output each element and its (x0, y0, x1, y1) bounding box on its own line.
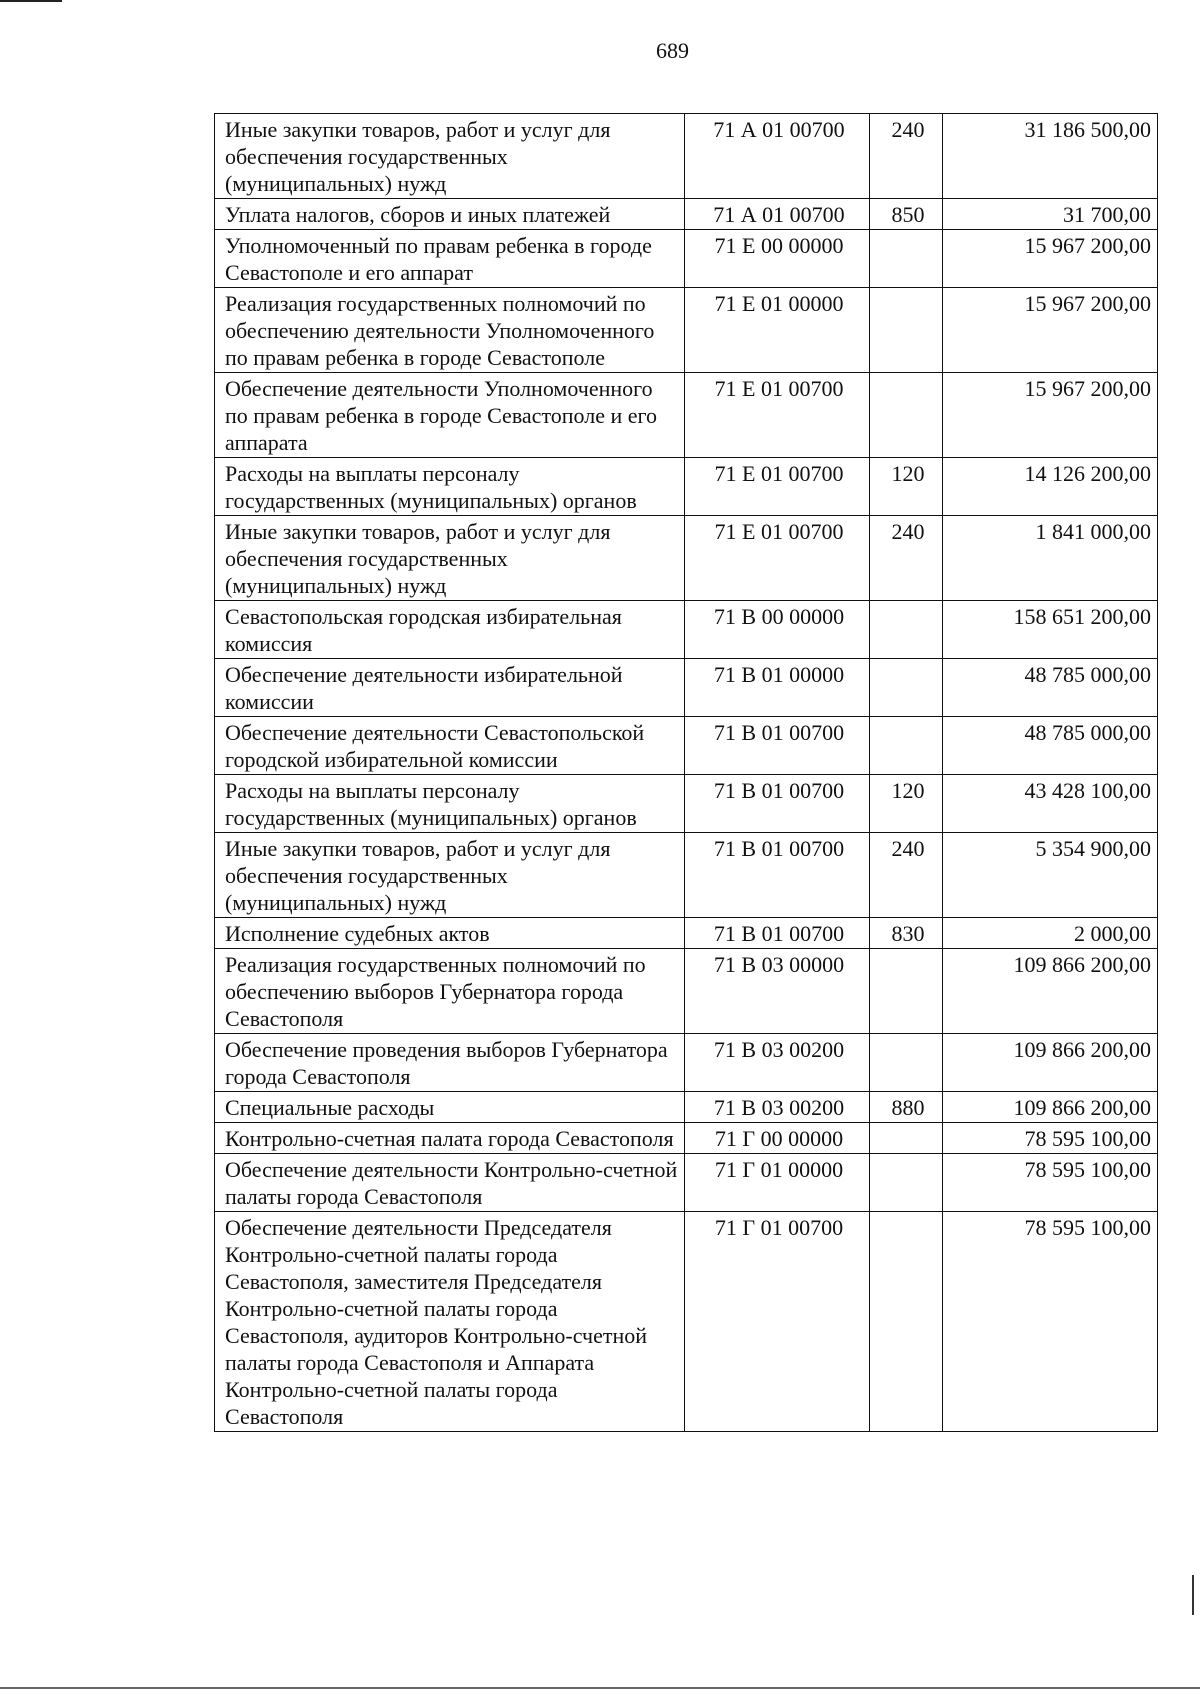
expense-name-cell: Иные закупки товаров, работ и услуг для обеспечения государственных (муниципальных) нужд (215, 833, 685, 918)
expense-type-cell: 120 (870, 775, 943, 833)
expense-type-cell (870, 1212, 943, 1432)
table-row (215, 659, 1158, 717)
amount-cell: 2 000,00 (943, 918, 1158, 949)
expense-type-cell: 880 (870, 1092, 943, 1123)
target-article-code-cell: 71 В 01 00700 (685, 918, 870, 949)
page-number: 689 (656, 38, 689, 63)
table-row (215, 1092, 1158, 1123)
expense-type-cell (870, 230, 943, 288)
expense-name-cell: Обеспечение деятельности Уполномоченного по правам ребенка в городе Севастополе и его аппарата (215, 373, 685, 458)
expense-name-cell: Реализация государственных полномочий по обеспечению деятельности Уполномоченного по правам ребенка в городе Севастополе (215, 288, 685, 373)
target-article-code-cell: 71 В 00 00000 (685, 601, 870, 659)
amount-cell: 5 354 900,00 (943, 833, 1158, 918)
target-article-code-cell: 71 В 03 00000 (685, 949, 870, 1034)
target-article-code-cell: 71 Е 01 00700 (685, 458, 870, 516)
amount-cell: 78 595 100,00 (943, 1123, 1158, 1154)
amount-cell: 43 428 100,00 (943, 775, 1158, 833)
table-row (215, 1154, 1158, 1212)
budget-table-body (215, 114, 1158, 1432)
expense-name-cell: Севастопольская городская избирательная комиссия (215, 601, 685, 659)
table-row (215, 114, 1158, 199)
expense-name-cell: Расходы на выплаты персоналу государственных (муниципальных) органов (215, 458, 685, 516)
amount-cell: 78 595 100,00 (943, 1212, 1158, 1432)
expense-name-cell: Обеспечение деятельности Севастопольской городской избирательной комиссии (215, 717, 685, 775)
amount-cell: 109 866 200,00 (943, 1092, 1158, 1123)
amount-cell: 48 785 000,00 (943, 659, 1158, 717)
expense-name-cell: Уполномоченный по правам ребенка в городе Севастополе и его аппарат (215, 230, 685, 288)
expense-name-cell: Специальные расходы (215, 1092, 685, 1123)
amount-cell: 109 866 200,00 (943, 1034, 1158, 1092)
target-article-code-cell: 71 Е 01 00000 (685, 288, 870, 373)
expense-type-cell (870, 1154, 943, 1212)
expense-name-cell: Иные закупки товаров, работ и услуг для обеспечения государственных (муниципальных) нужд (215, 516, 685, 601)
table-row (215, 373, 1158, 458)
expense-type-cell: 850 (870, 199, 943, 230)
budget-table (214, 113, 1158, 1432)
expense-type-cell (870, 288, 943, 373)
amount-cell: 14 126 200,00 (943, 458, 1158, 516)
amount-cell: 15 967 200,00 (943, 373, 1158, 458)
target-article-code-cell: 71 Е 01 00700 (685, 516, 870, 601)
amount-cell: 158 651 200,00 (943, 601, 1158, 659)
target-article-code-cell: 71 Е 00 00000 (685, 230, 870, 288)
expense-type-cell (870, 659, 943, 717)
expense-name-cell: Реализация государственных полномочий по обеспечению выборов Губернатора города Севастополя (215, 949, 685, 1034)
expense-type-cell: 240 (870, 516, 943, 601)
target-article-code-cell: 71 В 01 00000 (685, 659, 870, 717)
expense-name-cell: Контрольно-счетная палата города Севастополя (215, 1123, 685, 1154)
amount-cell: 15 967 200,00 (943, 288, 1158, 373)
expense-type-cell: 240 (870, 833, 943, 918)
amount-cell: 109 866 200,00 (943, 949, 1158, 1034)
expense-type-cell (870, 949, 943, 1034)
expense-name-cell: Обеспечение проведения выборов Губернатора города Севастополя (215, 1034, 685, 1092)
table-row (215, 918, 1158, 949)
amount-cell: 15 967 200,00 (943, 230, 1158, 288)
amount-cell: 1 841 000,00 (943, 516, 1158, 601)
table-row (215, 601, 1158, 659)
expense-name-cell: Уплата налогов, сборов и иных платежей (215, 199, 685, 230)
table-row (215, 1212, 1158, 1432)
amount-cell: 48 785 000,00 (943, 717, 1158, 775)
expense-name-cell: Обеспечение деятельности Председателя Контрольно-счетной палаты города Севастополя, заместителя Председателя Контрольно-счетной палаты города Севастополя, аудиторов Контрольно-счетной палаты города Севастополя и Аппарата Контрольно-счетной палаты города Севастополя (215, 1212, 685, 1432)
target-article-code-cell: 71 А 01 00700 (685, 199, 870, 230)
table-row (215, 1123, 1158, 1154)
expense-type-cell: 830 (870, 918, 943, 949)
expense-type-cell (870, 717, 943, 775)
expense-name-cell: Исполнение судебных актов (215, 918, 685, 949)
expense-type-cell: 240 (870, 114, 943, 199)
expense-name-cell: Расходы на выплаты персоналу государственных (муниципальных) органов (215, 775, 685, 833)
target-article-code-cell: 71 А 01 00700 (685, 114, 870, 199)
amount-cell: 31 186 500,00 (943, 114, 1158, 199)
target-article-code-cell: 71 Г 00 00000 (685, 1123, 870, 1154)
target-article-code-cell: 71 В 01 00700 (685, 717, 870, 775)
table-row (215, 199, 1158, 230)
scan-edge-mark-bottom (0, 1687, 1200, 1689)
target-article-code-cell: 71 В 03 00200 (685, 1034, 870, 1092)
amount-cell: 78 595 100,00 (943, 1154, 1158, 1212)
scan-edge-mark-right (1192, 1575, 1194, 1615)
expense-type-cell: 120 (870, 458, 943, 516)
table-row (215, 949, 1158, 1034)
target-article-code-cell: 71 Г 01 00000 (685, 1154, 870, 1212)
target-article-code-cell: 71 Г 01 00700 (685, 1212, 870, 1432)
scan-edge-mark-top (0, 0, 62, 2)
expense-type-cell (870, 1123, 943, 1154)
table-row (215, 775, 1158, 833)
expense-name-cell: Обеспечение деятельности Контрольно-счетной палаты города Севастополя (215, 1154, 685, 1212)
target-article-code-cell: 71 В 03 00200 (685, 1092, 870, 1123)
expense-name-cell: Иные закупки товаров, работ и услуг для обеспечения государственных (муниципальных) нужд (215, 114, 685, 199)
target-article-code-cell: 71 В 01 00700 (685, 775, 870, 833)
expense-type-cell (870, 373, 943, 458)
expense-type-cell (870, 1034, 943, 1092)
table-row (215, 1034, 1158, 1092)
table-row (215, 717, 1158, 775)
target-article-code-cell: 71 Е 01 00700 (685, 373, 870, 458)
table-row (215, 516, 1158, 601)
table-row (215, 458, 1158, 516)
table-row (215, 833, 1158, 918)
expense-name-cell: Обеспечение деятельности избирательной комиссии (215, 659, 685, 717)
target-article-code-cell: 71 В 01 00700 (685, 833, 870, 918)
amount-cell: 31 700,00 (943, 199, 1158, 230)
table-row (215, 230, 1158, 288)
expense-type-cell (870, 601, 943, 659)
table-row (215, 288, 1158, 373)
